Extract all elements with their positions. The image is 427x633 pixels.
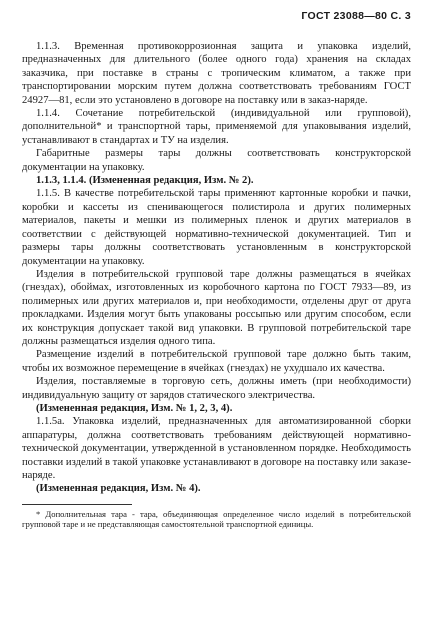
- paragraph-static-protection: Изделия, поставляемые в торговую сеть, должны иметь (при необходимости) индивидуальную защиту от зарядов статического электричества.: [22, 376, 411, 401]
- footnote-divider: [22, 504, 132, 505]
- amendment-note-1: 1.1.3, 1.1.4. (Измененная редакция, Изм. № 2).: [36, 175, 254, 187]
- paragraph-1-1-4: 1.1.4. Сочетание потребительской (индивидуальной или групповой), дополнительной* и транспортной тары, применяемой для упаковывания изделий, устанавливают в стандартах и ТУ на изделия.: [22, 108, 411, 146]
- footnote: * Дополнительная тара - тара, объединяющая определенное число изделий в потребительской групповой таре и не представляющая самостоятельной транспортной единицы.: [22, 508, 411, 530]
- paragraph-group-packaging: Изделия в потребительской групповой таре должны размещаться в ячейках (гнездах), обоймах, изготовленных из коробочного картона по ГОСТ 7933—89, из полимерных или других материалов и, при необходимости, отделены друг от друга прокладками. Изделия могут быть упакованы россыпью или другим способом, если их конструкция допускает такой вид упаковки. В групповой потребительской таре должны размещаться изделия одного типа.: [22, 268, 411, 347]
- body-text: [22, 40, 411, 496]
- paragraph-dimensions: Габаритные размеры тары должны соответствовать конструкторской документации на упаковку.: [22, 148, 411, 173]
- paragraph-1-1-3: 1.1.3. Временная противокоррозионная защита и упаковка изделий, предназначенных для длительного (более одного года) хранения на складах заказчика, при поставке в страны с тропическим климатом, а также при транспортировании морским путем должна соответствовать требованиям ГОСТ 24927—81, если это установлено в договоре на поставку или в заказ-наряде.: [22, 41, 411, 106]
- running-header: ГОСТ 23088—80 С. 3: [301, 10, 411, 22]
- paragraph-1-1-5a: 1.1.5а. Упаковка изделий, предназначенных для автоматизированной сборки аппаратуры, должна соответствовать требованиям действующей нормативно-технической документации, утвержденной в установленном порядке. Необходимость поставки изделий в такой упаковке устанавливают в договоре на поставку или заказе-наряде.: [22, 416, 411, 481]
- paragraph-placement: Размещение изделий в потребительской групповой таре должно быть таким, чтобы их возможное перемещение в ячейках (гнездах) не ухудшало их качества.: [22, 349, 411, 374]
- amendment-note-3: (Измененная редакция, Изм. № 4).: [36, 483, 201, 495]
- amendment-note-2: (Измененная редакция, Изм. № 1, 2, 3, 4).: [36, 402, 233, 414]
- paragraph-1-1-5: 1.1.5. В качестве потребительской тары применяют картонные коробки и пачки, коробки и кассеты из спенивающегося полистирола и других полимерных материалов, пакеты и мешки из полимерных пленок и других материалов в соответствии с действующей нормативно-технической документацией. Тип и размеры тары должны соответствовать установленным в конструкторской документации на упаковку.: [22, 188, 411, 267]
